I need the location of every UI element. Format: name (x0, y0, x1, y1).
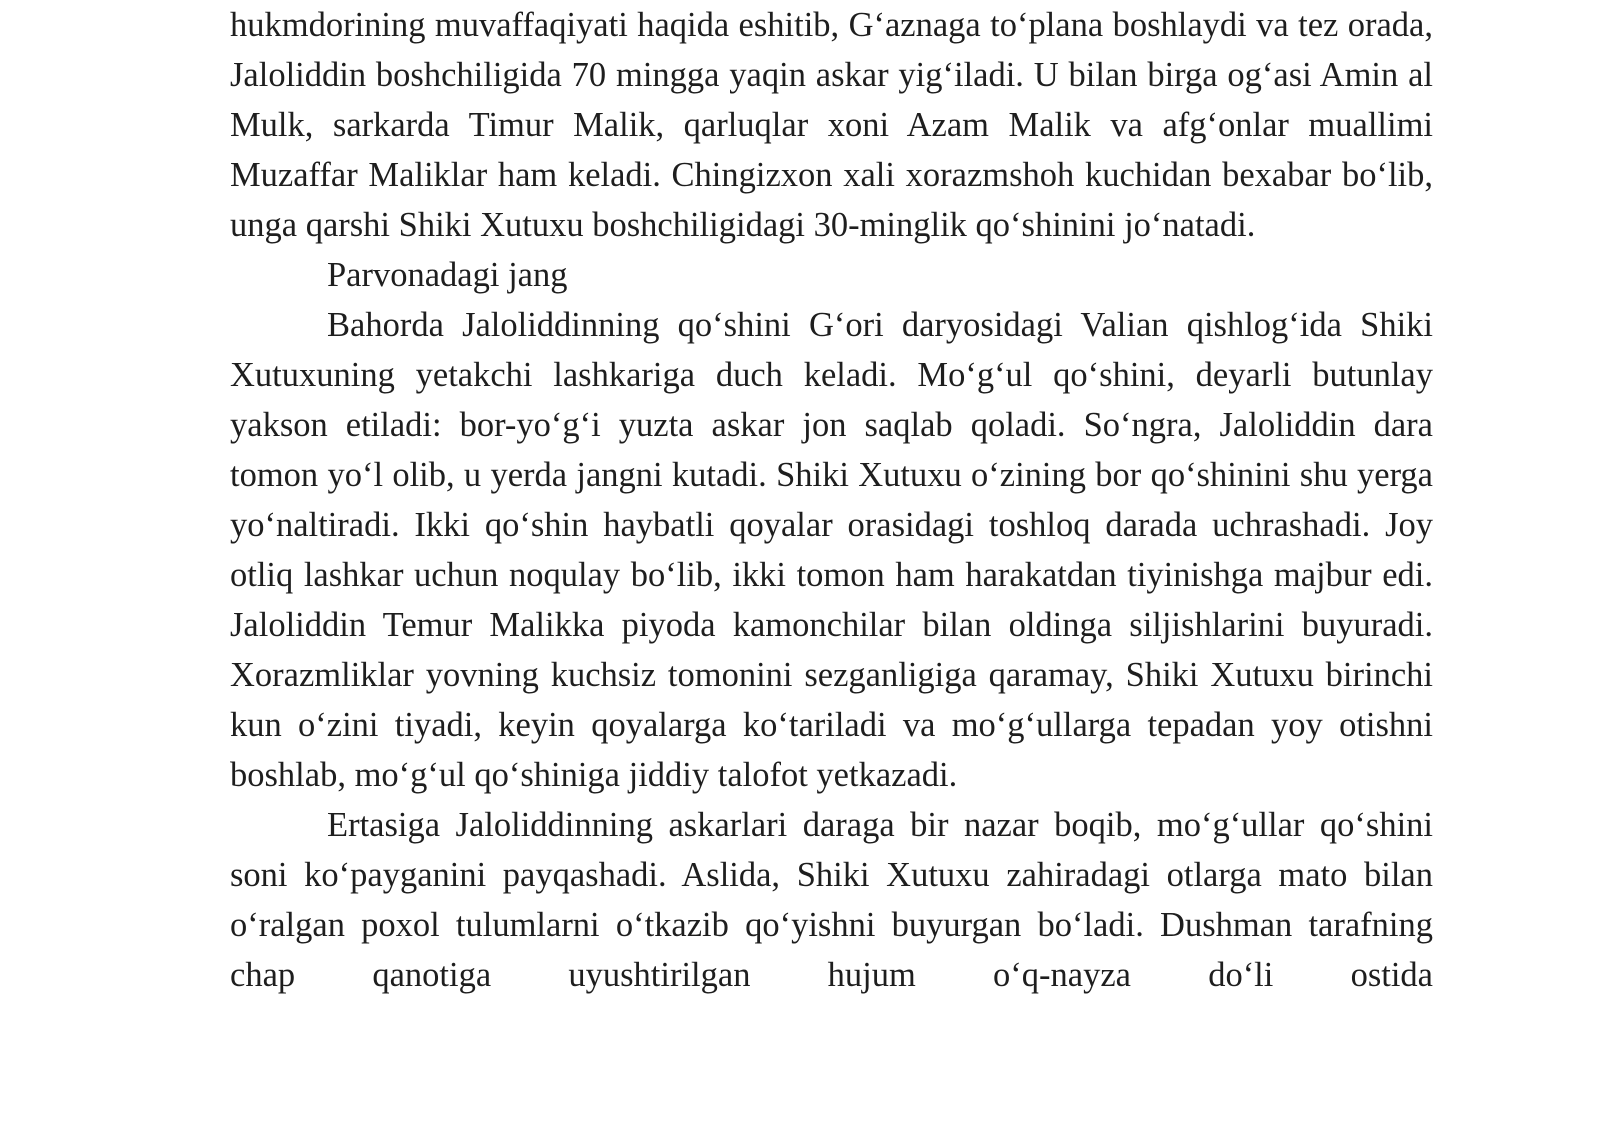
section-heading: Parvonadagi jang (327, 256, 568, 294)
paragraph-intro: hukmdorining muvaffaqiyati haqida eshitib, G‘aznaga to‘plana boshlaydi va tez orada, Jaloliddin boshchiligida 70 mingga yaqin askar yig‘iladi. U bilan birga og‘asi Amin al Mulk, sarkarda Timur Malik, qarluqlar xoni Azam Malik va afg‘onlar muallimi Muzaffar Maliklar ham keladi. Chingizxon xali xorazmshoh kuchidan bexabar bo‘lib, unga qarshi Shiki Xutuxu boshchiligidagi 30-minglik qo‘shinini jo‘natadi. (230, 6, 1433, 244)
document-page (230, 0, 1433, 1000)
paragraph-battle: Bahorda Jaloliddinning qo‘shini G‘ori daryosidagi Valian qishlog‘ida Shiki Xutuxuning yetakchi lashkariga duch keladi. Mo‘g‘ul qo‘shini, deyarli butunlay yakson etiladi: bor-yo‘g‘i yuzta askar jon saqlab qoladi. So‘ngra, Jaloliddin dara tomon yo‘l olib, u yerda jangni kutadi. Shiki Xutuxu o‘zining bor qo‘shinini shu yerga yo‘naltiradi. Ikki qo‘shin haybatli qoyalar orasidagi toshloq darada uchrashadi. Joy otliq lashkar uchun noqulay bo‘lib, ikki tomon ham harakatdan tiyinishga majbur edi. Jaloliddin Temur Malikka piyoda kamonchilar bilan oldinga siljishlarini buyuradi. Xorazmliklar yovning kuchsiz tomonini sezganligiga qaramay, Shiki Xutuxu birinchi kun o‘zini tiyadi, keyin qoyalarga ko‘tariladi va mo‘g‘ullarga tepadan yoy otishni boshlab, mo‘g‘ul qo‘shiniga jiddiy talofot yetkazadi. (230, 306, 1433, 794)
paragraph-next-day: Ertasiga Jaloliddinning askarlari daraga bir nazar boqib, mo‘g‘ullar qo‘shini soni ko‘payganini payqashadi. Aslida, Shiki Xutuxu zahiradagi otlarga mato bilan o‘ralgan poxol tulumlarni o‘tkazib qo‘yishni buyurgan bo‘ladi. Dushman tarafning chap qanotiga uyushtirilgan hujum o‘q-nayza do‘li ostida (230, 806, 1433, 994)
